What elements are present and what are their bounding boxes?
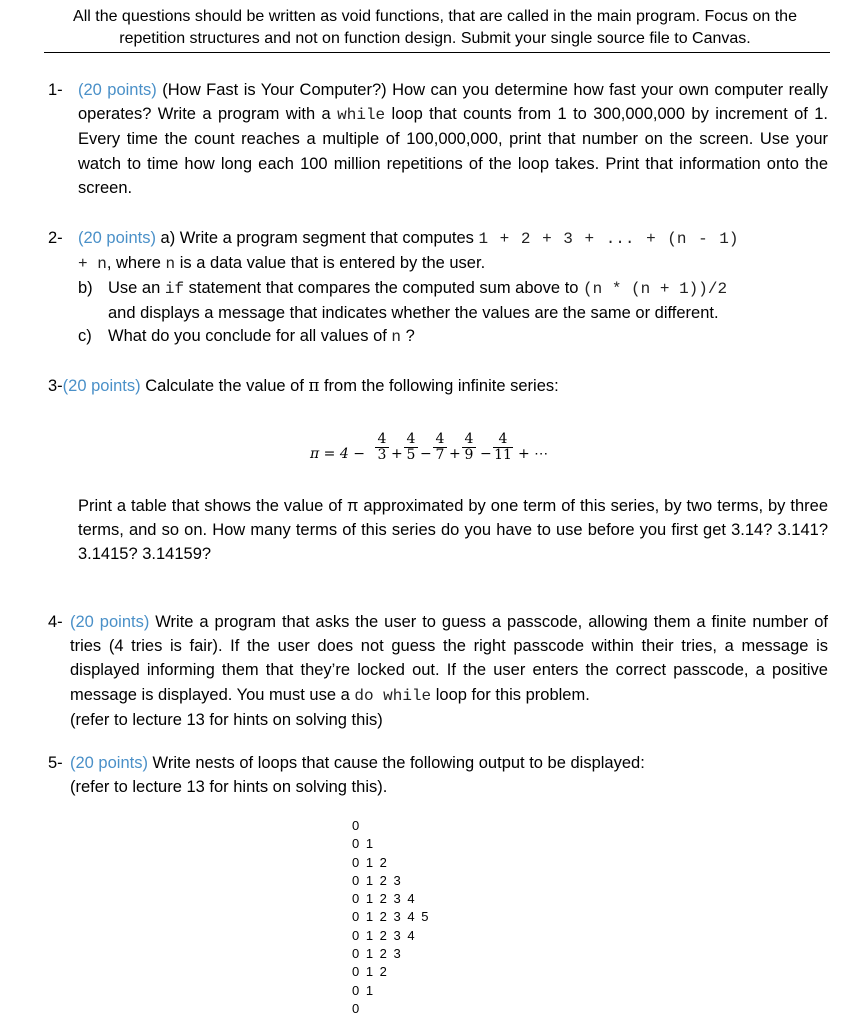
instructions-line-2: repetition structures and not on function design. Submit your single source file to Canvas. — [119, 30, 751, 47]
question-5-number: 5- — [48, 754, 63, 772]
question-2-a-label: a) Write a program segment that computes — [155, 229, 479, 247]
pi-series-formula — [310, 430, 580, 470]
question-4-number: 4- — [48, 613, 63, 631]
operator-1: + — [391, 446, 403, 462]
pi-symbol: π — [308, 376, 320, 395]
question-2-b-label: b) — [78, 279, 93, 297]
question-2-c-text2: ? — [401, 327, 415, 345]
pattern-line: 0 1 2 — [352, 854, 389, 870]
fraction-2 — [403, 432, 419, 463]
question-4-text2: loop for this problem. — [431, 685, 590, 704]
operator-5: + ⋯ — [518, 446, 549, 462]
pattern-line: 0 1 2 — [352, 964, 389, 980]
code-if: if — [164, 280, 185, 298]
pattern-line: 0 1 2 3 4 — [352, 927, 417, 943]
question-2-part-a — [78, 226, 828, 276]
code-sum-series: 1 + 2 + 3 + ... + (n - 1) — [478, 230, 739, 248]
question-3-text2: from the following infinite series: — [319, 377, 559, 395]
instructions-header — [40, 6, 830, 50]
pattern-line: 0 1 2 3 4 — [352, 891, 417, 907]
question-3-text1: Calculate the value of — [140, 377, 309, 395]
fraction-5 — [492, 432, 514, 463]
fraction-4-numerator: 4 — [464, 431, 474, 447]
question-5-points: (20 points) — [70, 754, 148, 772]
operator-3: + — [449, 446, 461, 462]
fraction-1-denominator: 3 — [377, 447, 387, 463]
question-5-body — [70, 751, 828, 799]
question-4-body — [70, 610, 828, 732]
header-divider — [44, 52, 830, 53]
fraction-3-denominator: 7 — [435, 447, 445, 463]
question-4-text1: Write a program that asks the user to guess a passcode, allowing them a finite number of tries (4 tries is fair). If the user does not guess the right passcode within their tries, a message is displayed informing them that they’re locked out. If the user enters the correct passcode, a positive message is displayed. You must use a — [70, 613, 828, 704]
code-do-while: do while — [354, 686, 432, 705]
fraction-4 — [461, 432, 477, 463]
question-3-points: (20 points) — [62, 377, 141, 395]
pattern-line: 0 1 2 3 4 5 — [352, 909, 430, 925]
question-4-hint: (refer to lecture 13 for hints on solving this) — [70, 710, 383, 729]
pattern-line: 0 1 — [352, 982, 375, 998]
question-2-a-text3: is a data value that is entered by the user. — [175, 254, 486, 273]
pattern-line: 0 1 — [352, 836, 375, 852]
question-3 — [48, 374, 830, 398]
output-pattern — [352, 817, 430, 1018]
question-2-c-label: c) — [78, 327, 92, 345]
question-2-c-text1: What do you conclude for all values of — [108, 327, 392, 345]
pattern-line: 0 — [352, 1000, 361, 1016]
question-1-number: 1- — [48, 81, 63, 99]
pattern-line: 0 — [352, 818, 361, 833]
code-formula: (n * (n + 1))/2 — [583, 280, 728, 298]
code-while: while — [337, 106, 386, 125]
question-4-points: (20 points) — [70, 613, 150, 631]
question-1-body — [78, 78, 828, 200]
fraction-2-denominator: 5 — [406, 447, 416, 463]
formula-lhs: π = 4 − — [310, 446, 365, 462]
code-plus-n: + n — [78, 255, 107, 274]
code-n: n — [165, 255, 176, 274]
question-2-b-text1: Use an — [108, 279, 165, 297]
operator-4: − — [480, 446, 492, 462]
question-3-para-text: Print a table that shows the value of π approximated by one term of this series, by two terms, by three terms, and so on. How many terms of this series do you have to use before you first get 3.14? 3.141? 3.1415? 3.14159? — [78, 497, 828, 564]
question-5-hint: (refer to lecture 13 for hints on solving this). — [70, 778, 388, 797]
pattern-line: 0 1 2 3 — [352, 946, 403, 962]
question-1-text-b: loop that counts from 1 to 300,000,000 by increment of 1. Every time the count reaches a multiple of 100,000,000, print that number on the screen. Use your watch to time how long each 100 million repetitions of the loop takes. Print that information onto the screen. — [78, 105, 828, 197]
question-1-text-a: (How Fast is Your Computer?) How can you determine how fast your own computer really operates? Write a program with a — [78, 81, 828, 124]
fraction-3 — [432, 432, 448, 463]
fraction-2-numerator: 4 — [406, 431, 416, 447]
operator-2: − — [420, 446, 432, 462]
question-2-number: 2- — [48, 229, 63, 247]
question-2-a-text2: , where — [106, 254, 166, 273]
question-2-points: (20 points) — [78, 229, 156, 247]
question-5-text1: Write nests of loops that cause the following output to be displayed: — [147, 754, 645, 772]
pattern-line: 0 1 2 3 — [352, 872, 403, 888]
question-3-number: 3- — [48, 377, 63, 395]
fraction-1 — [374, 432, 390, 463]
fraction-5-numerator: 4 — [498, 431, 508, 447]
fraction-5-denominator: 11 — [494, 447, 512, 463]
fraction-1-numerator: 4 — [377, 431, 387, 447]
question-1-points: (20 points) — [78, 81, 157, 99]
question-2-b-text3: and displays a message that indicates whether the values are the same or different. — [108, 304, 719, 323]
code-n-2: n — [391, 328, 402, 346]
instructions-line-1: All the questions should be written as void functions, that are called in the main program. Focus on the — [73, 8, 797, 25]
question-2-b-text2: statement that compares the computed sum above to — [184, 279, 584, 297]
fraction-4-denominator: 9 — [464, 447, 474, 463]
fraction-3-numerator: 4 — [435, 431, 445, 447]
